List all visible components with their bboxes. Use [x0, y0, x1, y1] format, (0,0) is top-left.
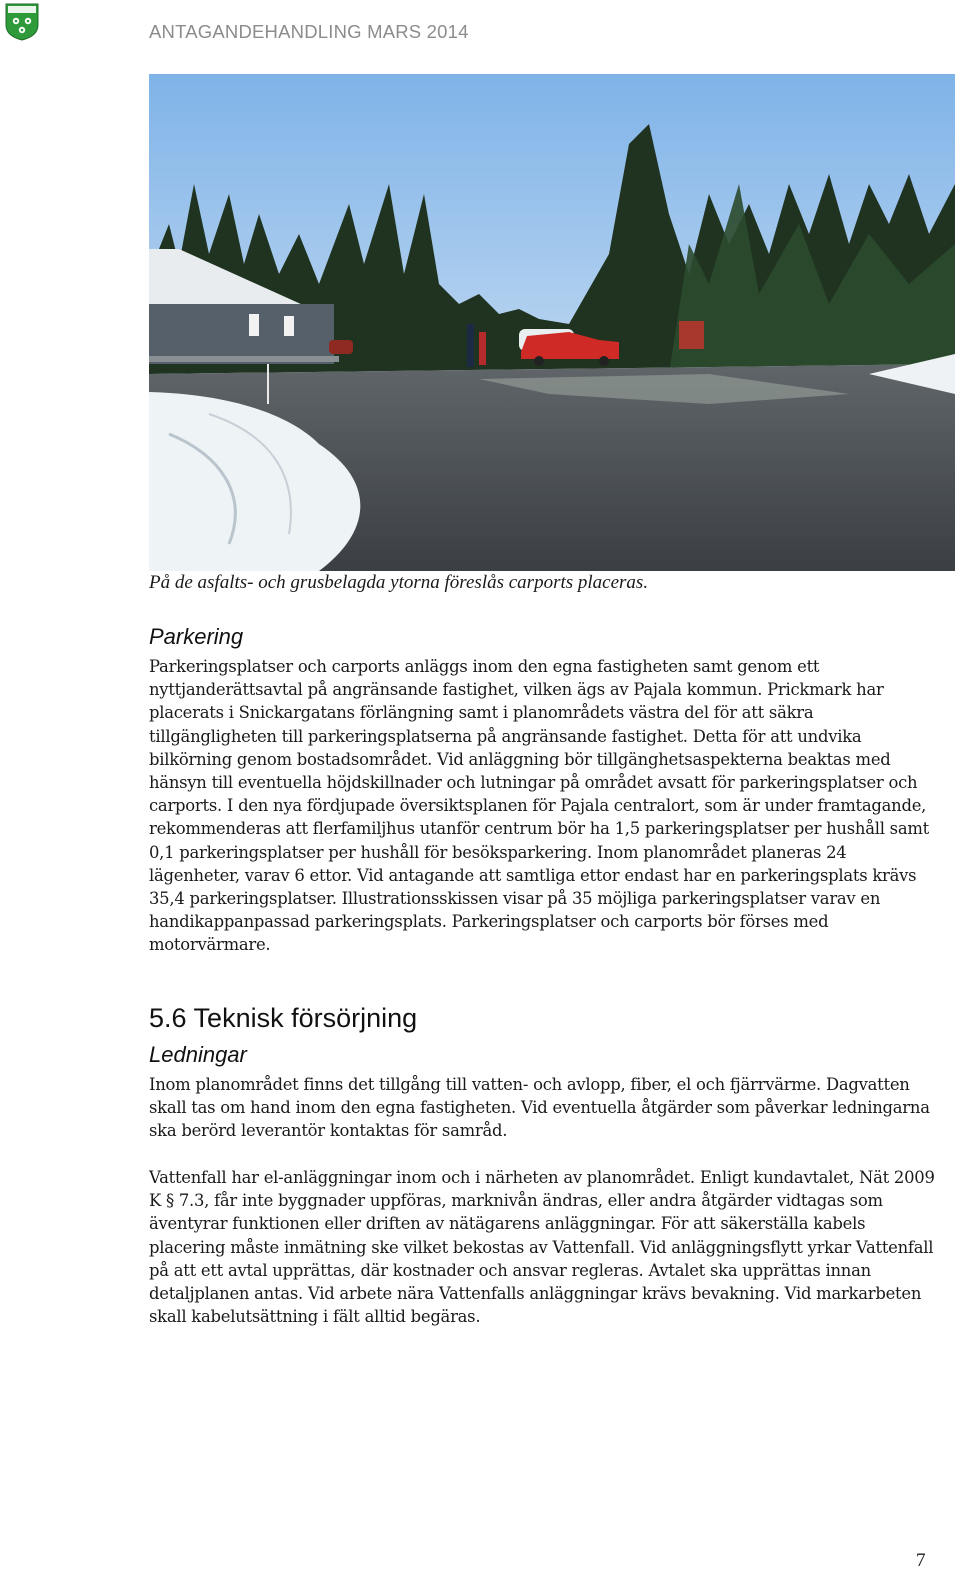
paragraph-ledningar-1: Inom planområdet finns det tillgång till vatten- och avlopp, fiber, el och fjärrvärme. Dagvatten skall tas om hand inom den egna fastigheten. Vid eventuella åtgärder som påverkar ledningarna ska berörd leverantör kontaktas för samråd. — [149, 1075, 930, 1141]
document-header: ANTAGANDEHANDLING MARS 2014 — [149, 21, 469, 42]
paragraph-parkering: Parkeringsplatser och carports anläggs inom den egna fastigheten samt genom ett nyttjanderättsavtal på angränsande fastighet, vilken ägs av Pajala kommun. Prickmark har placerats i Snickargatans förlängning samt i planområdets västra del för att säkra tillgängligheten till parkeringsplatserna på angränsande fastighet. Detta för att undvika bilkörning genom bostadsområdet. Vid anläggning bör tillgänghetsaspekterna beaktas med hänsyn till eventuella höjdskillnader och lutningar på området avsatt för parkeringsplatser och carports. I den nya fördjupade översiktsplanen för Pajala centralort, som är under framtagande, rekommenderas att flerfamiljhus utanför centrum bör ha 1,5 parkeringsplatser per hushåll samt 0,1 parkeringsplatser per hushåll för besöksparkering. Inom planområdet planeras 24 lägenheter, varav 6 ettor. Vid antagande att samtliga ettor endast har en parkeringsplats krävs 35,4 parkeringsplatser. Illustrationsskissen visar på 35 möjliga parkeringsplatser varav en handikappanpassad parkeringsplats. Parkeringsplatser och carports bör förses med motorvärmare. — [149, 657, 929, 955]
subsection-heading-ledningar: Ledningar — [149, 1042, 247, 1067]
section-heading-teknisk-forsorjning: 5.6 Teknisk försörjning — [149, 1003, 418, 1033]
figure-caption: På de asfalts- och grusbelagda ytorna föreslås carports placeras. — [149, 572, 649, 593]
page-number: 7 — [916, 1550, 926, 1571]
coat-of-arms-logo — [5, 3, 39, 41]
section-heading-parkering: Parkering — [149, 624, 244, 649]
paragraph-ledningar-2: Vattenfall har el-anläggningar inom och i närheten av planområdet. Enligt kundavtalet, Nät 2009 K § 7.3, får inte byggnader uppföras, marknivån ändras, eller andra åtgärder vidtagas som äventyrar funktionen eller driften av nätägarens anläggningar. För att säkerställa kabels placering måste inmätning ske vilket bekostas av Vattenfall. Vid anläggningsflytt yrkar Vattenfall på att ett avtal upprättas, där kostnader och ansvar regleras. Avtalet ska upprättas innan detaljplanen antas. Vid arbete nära Vattenfalls anläggningar krävs bevakning. Vid markarbeten skall kabelutsättning i fält alltid begäras. — [149, 1168, 935, 1327]
parking-area-photo — [149, 74, 955, 571]
